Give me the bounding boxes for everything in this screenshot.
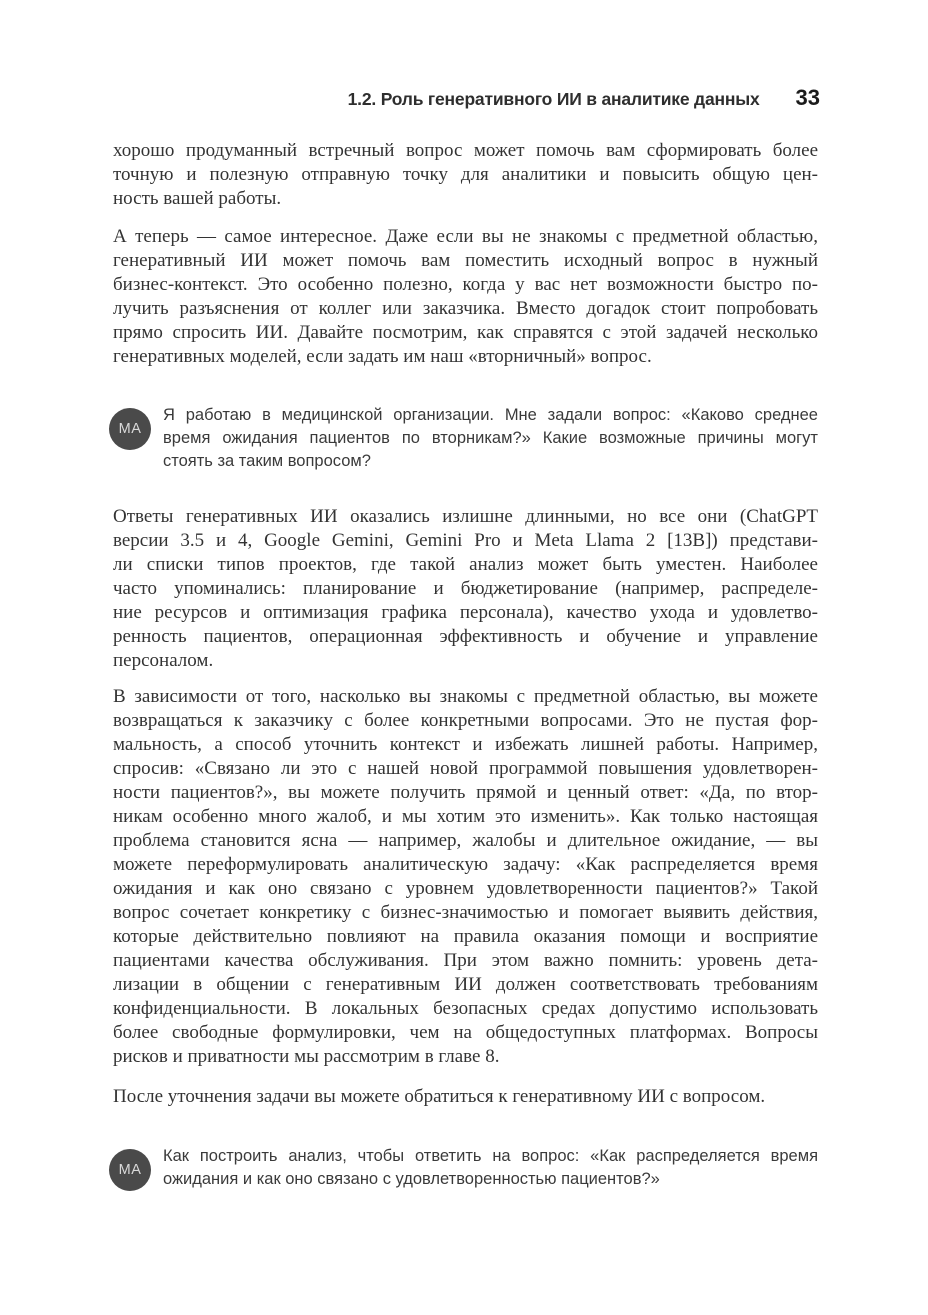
text-line: персоналом. (113, 650, 214, 671)
text-line: проблема становится ясна — например, жалобы и длительное ожидание, — вы (113, 830, 818, 851)
text-line: Ответы генеративных ИИ оказались излишне длинными, но все они (ChatGPT (113, 506, 818, 527)
text-line: никам особенно много жалоб, и мы хотим это изменить». Как только настоящая (113, 806, 818, 827)
text-line: генеративный ИИ может помочь вам поместить исходный вопрос в нужный (113, 250, 818, 271)
page-number: 33 (795, 85, 820, 110)
text-line: Как построить анализ, чтобы ответить на вопрос: «Как распределяется время (163, 1147, 818, 1165)
text-line: прямо спросить ИИ. Давайте посмотрим, как справятся с этой задачей несколько (113, 322, 818, 343)
text-line: стоять за таким вопросом? (163, 452, 371, 470)
text-line: В зависимости от того, насколько вы знакомы с предметной областью, вы можете (113, 686, 818, 707)
text-line: После уточнения задачи вы можете обратиться к генеративному ИИ с вопросом. (113, 1086, 766, 1107)
text-line: Я работаю в медицинской организации. Мне задали вопрос: «Каково среднее (163, 406, 818, 424)
text-line: генеративных моделей, если задать им наш «вторничный» вопрос. (113, 346, 652, 367)
paragraph (113, 1085, 818, 1109)
text-line: лучить разъяснения от коллег или заказчика. Вместо догадок стоит попробовать (113, 298, 818, 319)
text-line: ожидания и как оно связано с удовлетворенностью пациентов?» (163, 1170, 660, 1188)
paragraph (113, 505, 818, 673)
chat-message-text (163, 404, 818, 473)
text-line: мальность, а способ уточнить контекст и избежать лишней работы. Например, (113, 734, 818, 755)
paragraph (113, 685, 818, 1069)
text-line: часто упоминались: планирование и бюджетирование (например, распределе- (113, 578, 818, 599)
running-head (348, 85, 820, 111)
text-line: конфиденциальности. В локальных безопасных средах допустимо использовать (113, 998, 818, 1019)
text-line: хорошо продуманный встречный вопрос может помочь вам сформировать более (113, 140, 818, 161)
chat-message (113, 404, 818, 473)
text-line: более свободные формулировки, чем на общедоступных платформах. Вопросы (113, 1022, 818, 1043)
text-line: которые действительно повлияют на правила оказания помощи и восприятие (113, 926, 818, 947)
text-line: лизации в общении с генеративным ИИ должен соответствовать требованиям (113, 974, 818, 995)
text-line: А теперь — самое интересное. Даже если вы не знакомы с предметной областью, (113, 226, 818, 247)
avatar-initials: МА (118, 421, 142, 437)
chat-message-text (163, 1145, 818, 1191)
text-line: вопрос сочетает конкретику с бизнес-значимостью и помогает выявить действия, (113, 902, 818, 923)
user-avatar (109, 408, 151, 450)
text-line: можете переформулировать аналитическую задачу: «Как распределяется время (113, 854, 818, 875)
chat-message (113, 1145, 818, 1191)
paragraph (113, 139, 818, 211)
section-title: 1.2. Роль генеративного ИИ в аналитике данных (347, 89, 760, 109)
text-line: версии 3.5 и 4, Google Gemini, Gemini Pro и Meta Llama 2 [13B]) представи- (113, 530, 818, 551)
avatar-initials: МА (118, 1162, 142, 1178)
text-line: возвращаться к заказчику с более конкретными вопросами. Это не пустая фор- (113, 710, 818, 731)
text-line: время ожидания пациентов по вторникам?» Какие возможные причины могут (163, 429, 818, 447)
text-line: ние ресурсов и оптимизация графика персонала), качество ухода и удовлетво- (113, 602, 818, 623)
text-line: рисков и приватности мы рассмотрим в главе 8. (113, 1046, 500, 1067)
paragraph (113, 225, 818, 369)
text-line: пациентами качества обслуживания. При этом важно помнить: уровень дета- (113, 950, 818, 971)
text-line: ность вашей работы. (113, 188, 282, 209)
text-line: точную и полезную отправную точку для аналитики и повысить общую цен- (113, 164, 818, 185)
text-line: ли списки типов проектов, где такой анализ может быть уместен. Наиболее (113, 554, 818, 575)
text-line: бизнес-контекст. Это особенно полезно, когда у вас нет возможности быстро по- (113, 274, 818, 295)
user-avatar (109, 1149, 151, 1191)
text-line: ности пациентов?», вы можете получить прямой и ценный ответ: «Да, по втор- (113, 782, 818, 803)
text-line: спросив: «Связано ли это с нашей новой программой повышения удовлетворен- (113, 758, 818, 779)
text-line: ожидания и как оно связано с уровнем удовлетворенности пациентов?» Такой (113, 878, 818, 899)
text-line: ренность пациентов, операционная эффективность и обучение и управление (113, 626, 818, 647)
